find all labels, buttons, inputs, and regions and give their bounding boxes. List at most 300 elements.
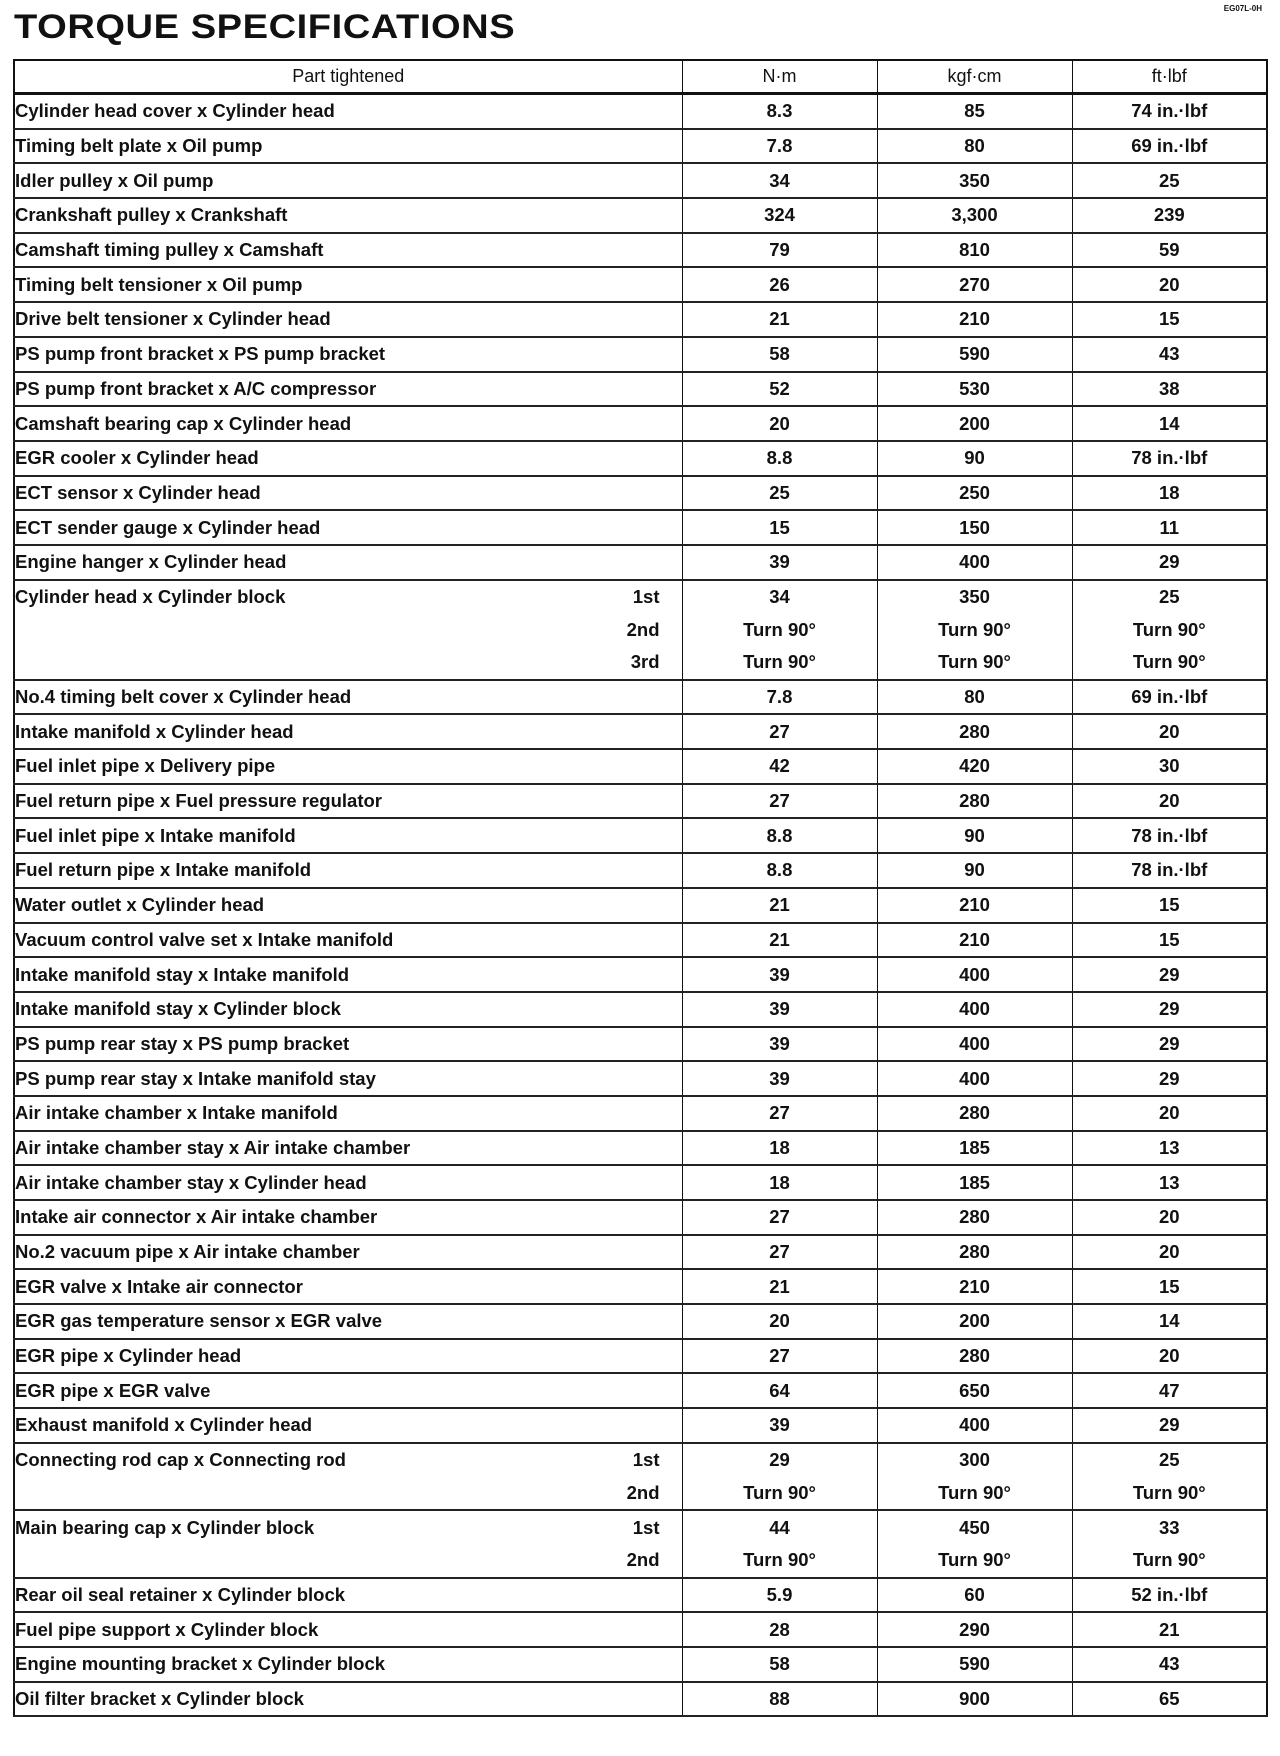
spec-item bbox=[14, 267, 1267, 302]
spec-item bbox=[14, 1510, 1267, 1577]
part-cell bbox=[14, 441, 682, 476]
spec-item bbox=[14, 1096, 1267, 1131]
part-cell bbox=[14, 1304, 682, 1339]
table-row bbox=[14, 1373, 1267, 1408]
nm-value: 39 bbox=[682, 545, 877, 580]
ftlbf-value: 78 in.·lbf bbox=[1072, 441, 1267, 476]
part-cell bbox=[14, 129, 682, 164]
part-label: Drive belt tensioner x Cylinder head bbox=[15, 308, 331, 330]
table-row bbox=[14, 441, 1267, 476]
spec-item bbox=[14, 1408, 1267, 1443]
kgf-value: 280 bbox=[877, 714, 1072, 749]
nm-value: 21 bbox=[682, 923, 877, 958]
document-code: EG07L-0H bbox=[1223, 4, 1262, 13]
nm-value: Turn 90° bbox=[682, 646, 877, 680]
nm-value: 5.9 bbox=[682, 1578, 877, 1613]
spec-item bbox=[14, 1647, 1267, 1682]
part-label: Cylinder head x Cylinder block bbox=[15, 585, 286, 607]
kgf-value: 650 bbox=[877, 1373, 1072, 1408]
table-row bbox=[14, 476, 1267, 511]
nm-value: 27 bbox=[682, 1235, 877, 1270]
kgf-value: Turn 90° bbox=[877, 646, 1072, 680]
kgf-value: 900 bbox=[877, 1682, 1072, 1717]
spec-item bbox=[14, 302, 1267, 337]
nm-value: 58 bbox=[682, 337, 877, 372]
header-nm: N·m bbox=[682, 60, 877, 94]
nm-value: 20 bbox=[682, 406, 877, 441]
ftlbf-value: 15 bbox=[1072, 923, 1267, 958]
nm-value: 42 bbox=[682, 749, 877, 784]
kgf-value: 185 bbox=[877, 1131, 1072, 1166]
kgf-value: 400 bbox=[877, 1027, 1072, 1062]
part-label: Oil filter bracket x Cylinder block bbox=[15, 1687, 304, 1709]
part-cell bbox=[14, 613, 682, 646]
ftlbf-value: 69 in.·lbf bbox=[1072, 680, 1267, 715]
nm-value: 25 bbox=[682, 476, 877, 511]
nm-value: 15 bbox=[682, 510, 877, 545]
part-label: Intake manifold stay x Cylinder block bbox=[15, 998, 341, 1020]
part-cell bbox=[14, 680, 682, 715]
step-label: 1st bbox=[632, 1516, 660, 1538]
nm-value: Turn 90° bbox=[682, 1477, 877, 1511]
kgf-value: 350 bbox=[877, 163, 1072, 198]
header-ftlbf: ft·lbf bbox=[1072, 60, 1267, 94]
nm-value: 29 bbox=[682, 1443, 877, 1477]
ftlbf-value: 239 bbox=[1072, 198, 1267, 233]
nm-value: 39 bbox=[682, 992, 877, 1027]
nm-value: 21 bbox=[682, 302, 877, 337]
spec-item bbox=[14, 441, 1267, 476]
nm-value: Turn 90° bbox=[682, 613, 877, 646]
spec-item bbox=[14, 198, 1267, 233]
part-cell bbox=[14, 1443, 682, 1477]
part-label: Air intake chamber stay x Cylinder head bbox=[15, 1171, 367, 1193]
ftlbf-value: 15 bbox=[1072, 888, 1267, 923]
nm-value: 20 bbox=[682, 1304, 877, 1339]
step-label: 2nd bbox=[626, 618, 660, 640]
ftlbf-value: 65 bbox=[1072, 1682, 1267, 1717]
nm-value: 21 bbox=[682, 1269, 877, 1304]
part-label: Water outlet x Cylinder head bbox=[15, 894, 265, 916]
kgf-value: 270 bbox=[877, 267, 1072, 302]
kgf-value: 250 bbox=[877, 476, 1072, 511]
kgf-value: 810 bbox=[877, 233, 1072, 268]
part-label: ECT sender gauge x Cylinder head bbox=[15, 516, 321, 538]
spec-item bbox=[14, 406, 1267, 441]
nm-value: 39 bbox=[682, 1061, 877, 1096]
part-cell bbox=[14, 580, 682, 614]
part-label: EGR gas temperature sensor x EGR valve bbox=[15, 1310, 383, 1332]
part-cell bbox=[14, 1061, 682, 1096]
table-row bbox=[14, 163, 1267, 198]
ftlbf-value: 43 bbox=[1072, 337, 1267, 372]
part-label: Rear oil seal retainer x Cylinder block bbox=[15, 1583, 346, 1605]
ftlbf-value: 29 bbox=[1072, 1027, 1267, 1062]
table-row bbox=[14, 372, 1267, 407]
spec-item bbox=[14, 1443, 1267, 1510]
part-cell bbox=[14, 198, 682, 233]
kgf-value: 280 bbox=[877, 1339, 1072, 1374]
table-row bbox=[14, 853, 1267, 888]
table-row bbox=[14, 749, 1267, 784]
part-cell bbox=[14, 1131, 682, 1166]
part-cell bbox=[14, 510, 682, 545]
table-row bbox=[14, 1165, 1267, 1200]
ftlbf-value: 69 in.·lbf bbox=[1072, 129, 1267, 164]
spec-item bbox=[14, 580, 1267, 680]
part-cell bbox=[14, 302, 682, 337]
ftlbf-value: 25 bbox=[1072, 580, 1267, 614]
part-cell bbox=[14, 372, 682, 407]
table-row bbox=[14, 129, 1267, 164]
table-row bbox=[14, 1682, 1267, 1717]
part-label: Idler pulley x Oil pump bbox=[15, 169, 214, 191]
spec-item bbox=[14, 1235, 1267, 1270]
part-label: EGR valve x Intake air connector bbox=[15, 1275, 303, 1297]
part-cell bbox=[14, 1200, 682, 1235]
kgf-value: 280 bbox=[877, 1096, 1072, 1131]
part-cell bbox=[14, 1235, 682, 1270]
table-row bbox=[14, 784, 1267, 819]
part-cell bbox=[14, 476, 682, 511]
part-label: Camshaft bearing cap x Cylinder head bbox=[15, 412, 352, 434]
spec-item bbox=[14, 129, 1267, 164]
part-cell bbox=[14, 646, 682, 680]
part-label: Intake air connector x Air intake chamber bbox=[15, 1206, 378, 1228]
kgf-value: 210 bbox=[877, 923, 1072, 958]
spec-item bbox=[14, 1027, 1267, 1062]
table-row bbox=[14, 646, 1267, 680]
ftlbf-value: 20 bbox=[1072, 1096, 1267, 1131]
nm-value: 52 bbox=[682, 372, 877, 407]
nm-value: 27 bbox=[682, 714, 877, 749]
part-label: Main bearing cap x Cylinder block bbox=[15, 1516, 315, 1538]
kgf-value: 200 bbox=[877, 406, 1072, 441]
part-label: Exhaust manifold x Cylinder head bbox=[15, 1414, 313, 1436]
page-title: TORQUE SPECIFICATIONS bbox=[14, 8, 516, 46]
table-header bbox=[14, 60, 1267, 94]
nm-value: 39 bbox=[682, 957, 877, 992]
kgf-value: 185 bbox=[877, 1165, 1072, 1200]
part-label: Intake manifold x Cylinder head bbox=[15, 720, 294, 742]
kgf-value: 3,300 bbox=[877, 198, 1072, 233]
spec-item bbox=[14, 163, 1267, 198]
ftlbf-value: 30 bbox=[1072, 749, 1267, 784]
part-cell bbox=[14, 749, 682, 784]
ftlbf-value: Turn 90° bbox=[1072, 1477, 1267, 1511]
part-cell bbox=[14, 545, 682, 580]
ftlbf-value: 21 bbox=[1072, 1612, 1267, 1647]
table-row bbox=[14, 1443, 1267, 1477]
ftlbf-value: 20 bbox=[1072, 267, 1267, 302]
nm-value: 88 bbox=[682, 1682, 877, 1717]
spec-item bbox=[14, 1165, 1267, 1200]
ftlbf-value: 15 bbox=[1072, 1269, 1267, 1304]
spec-item bbox=[14, 1339, 1267, 1374]
table-row bbox=[14, 1510, 1267, 1544]
ftlbf-value: 47 bbox=[1072, 1373, 1267, 1408]
spec-item bbox=[14, 1304, 1267, 1339]
ftlbf-value: 78 in.·lbf bbox=[1072, 853, 1267, 888]
nm-value: 27 bbox=[682, 784, 877, 819]
ftlbf-value: 38 bbox=[1072, 372, 1267, 407]
part-cell bbox=[14, 1544, 682, 1578]
kgf-value: Turn 90° bbox=[877, 1544, 1072, 1578]
ftlbf-value: 25 bbox=[1072, 1443, 1267, 1477]
nm-value: 28 bbox=[682, 1612, 877, 1647]
kgf-value: 590 bbox=[877, 1647, 1072, 1682]
part-label: PS pump front bracket x A/C compressor bbox=[15, 377, 377, 399]
part-cell bbox=[14, 888, 682, 923]
part-cell bbox=[14, 267, 682, 302]
table-row bbox=[14, 1131, 1267, 1166]
nm-value: 27 bbox=[682, 1096, 877, 1131]
nm-value: 39 bbox=[682, 1027, 877, 1062]
kgf-value: 400 bbox=[877, 957, 1072, 992]
ftlbf-value: 20 bbox=[1072, 1235, 1267, 1270]
part-label: Camshaft timing pulley x Camshaft bbox=[15, 239, 324, 261]
ftlbf-value: 33 bbox=[1072, 1510, 1267, 1544]
ftlbf-value: 14 bbox=[1072, 406, 1267, 441]
table-row bbox=[14, 923, 1267, 958]
table-row bbox=[14, 580, 1267, 614]
ftlbf-value: 78 in.·lbf bbox=[1072, 818, 1267, 853]
spec-item bbox=[14, 1578, 1267, 1613]
table-row bbox=[14, 1408, 1267, 1443]
kgf-value: 400 bbox=[877, 545, 1072, 580]
torque-table bbox=[13, 59, 1268, 1717]
step-label: 2nd bbox=[626, 1481, 660, 1503]
nm-value: 27 bbox=[682, 1200, 877, 1235]
part-cell bbox=[14, 714, 682, 749]
spec-item bbox=[14, 1373, 1267, 1408]
kgf-value: 90 bbox=[877, 853, 1072, 888]
ftlbf-value: 13 bbox=[1072, 1131, 1267, 1166]
ftlbf-value: 29 bbox=[1072, 957, 1267, 992]
part-cell bbox=[14, 163, 682, 198]
spec-item bbox=[14, 888, 1267, 923]
kgf-value: Turn 90° bbox=[877, 1477, 1072, 1511]
part-label: Timing belt tensioner x Oil pump bbox=[15, 273, 303, 295]
part-label: PS pump rear stay x Intake manifold stay bbox=[15, 1067, 376, 1089]
table-row bbox=[14, 233, 1267, 268]
spec-item bbox=[14, 1682, 1267, 1717]
spec-item bbox=[14, 784, 1267, 819]
spec-item bbox=[14, 337, 1267, 372]
ftlbf-value: 13 bbox=[1072, 1165, 1267, 1200]
part-label: No.2 vacuum pipe x Air intake chamber bbox=[15, 1241, 360, 1263]
kgf-value: 210 bbox=[877, 888, 1072, 923]
spec-item bbox=[14, 1200, 1267, 1235]
table-row bbox=[14, 302, 1267, 337]
table-row bbox=[14, 1477, 1267, 1511]
part-cell bbox=[14, 992, 682, 1027]
nm-value: 34 bbox=[682, 580, 877, 614]
part-cell bbox=[14, 1647, 682, 1682]
spec-item bbox=[14, 372, 1267, 407]
part-cell bbox=[14, 406, 682, 441]
ftlbf-value: 11 bbox=[1072, 510, 1267, 545]
table-row bbox=[14, 1027, 1267, 1062]
kgf-value: 400 bbox=[877, 992, 1072, 1027]
kgf-value: 300 bbox=[877, 1443, 1072, 1477]
part-label: EGR pipe x Cylinder head bbox=[15, 1345, 242, 1367]
part-cell bbox=[14, 1477, 682, 1511]
part-cell bbox=[14, 1269, 682, 1304]
step-label: 1st bbox=[632, 585, 660, 607]
ftlbf-value: 74 in.·lbf bbox=[1072, 94, 1267, 129]
table-row bbox=[14, 1200, 1267, 1235]
part-cell bbox=[14, 1408, 682, 1443]
part-label: EGR cooler x Cylinder head bbox=[15, 447, 259, 469]
part-label: Connecting rod cap x Connecting rod bbox=[15, 1449, 346, 1471]
header-part: Part tightened bbox=[14, 60, 682, 94]
table-row bbox=[14, 1578, 1267, 1613]
ftlbf-value: 25 bbox=[1072, 163, 1267, 198]
kgf-value: 280 bbox=[877, 784, 1072, 819]
kgf-value: 90 bbox=[877, 818, 1072, 853]
part-label: PS pump rear stay x PS pump bracket bbox=[15, 1032, 350, 1054]
nm-value: 8.8 bbox=[682, 441, 877, 476]
kgf-value: 210 bbox=[877, 1269, 1072, 1304]
table-row bbox=[14, 1304, 1267, 1339]
kgf-value: 400 bbox=[877, 1061, 1072, 1096]
spec-item bbox=[14, 1612, 1267, 1647]
spec-item bbox=[14, 94, 1267, 129]
kgf-value: 450 bbox=[877, 1510, 1072, 1544]
table-row bbox=[14, 1647, 1267, 1682]
kgf-value: 80 bbox=[877, 129, 1072, 164]
part-label: ECT sensor x Cylinder head bbox=[15, 481, 261, 503]
table-row bbox=[14, 680, 1267, 715]
part-cell bbox=[14, 853, 682, 888]
nm-value: 26 bbox=[682, 267, 877, 302]
part-cell bbox=[14, 1373, 682, 1408]
nm-value: 64 bbox=[682, 1373, 877, 1408]
kgf-value: 420 bbox=[877, 749, 1072, 784]
part-cell bbox=[14, 957, 682, 992]
kgf-value: 400 bbox=[877, 1408, 1072, 1443]
table-row bbox=[14, 1061, 1267, 1096]
table-row bbox=[14, 510, 1267, 545]
part-cell bbox=[14, 1682, 682, 1717]
part-cell bbox=[14, 1612, 682, 1647]
table-row bbox=[14, 957, 1267, 992]
table-row bbox=[14, 888, 1267, 923]
part-label: EGR pipe x EGR valve bbox=[15, 1379, 211, 1401]
kgf-value: 530 bbox=[877, 372, 1072, 407]
ftlbf-value: 52 in.·lbf bbox=[1072, 1578, 1267, 1613]
table-row bbox=[14, 198, 1267, 233]
part-label: Fuel return pipe x Intake manifold bbox=[15, 859, 312, 881]
part-label: Fuel return pipe x Fuel pressure regulator bbox=[15, 790, 383, 812]
part-cell bbox=[14, 818, 682, 853]
table-row bbox=[14, 1339, 1267, 1374]
part-cell bbox=[14, 337, 682, 372]
ftlbf-value: 20 bbox=[1072, 784, 1267, 819]
kgf-value: 150 bbox=[877, 510, 1072, 545]
part-label: PS pump front bracket x PS pump bracket bbox=[15, 343, 386, 365]
table-row bbox=[14, 337, 1267, 372]
table-row bbox=[14, 1096, 1267, 1131]
nm-value: 18 bbox=[682, 1165, 877, 1200]
spec-item bbox=[14, 923, 1267, 958]
spec-item bbox=[14, 992, 1267, 1027]
spec-item bbox=[14, 749, 1267, 784]
kgf-value: 590 bbox=[877, 337, 1072, 372]
ftlbf-value: 29 bbox=[1072, 992, 1267, 1027]
part-cell bbox=[14, 1096, 682, 1131]
nm-value: 8.3 bbox=[682, 94, 877, 129]
table-row bbox=[14, 1269, 1267, 1304]
kgf-value: Turn 90° bbox=[877, 613, 1072, 646]
nm-value: Turn 90° bbox=[682, 1544, 877, 1578]
nm-value: 21 bbox=[682, 888, 877, 923]
ftlbf-value: Turn 90° bbox=[1072, 1544, 1267, 1578]
kgf-value: 350 bbox=[877, 580, 1072, 614]
table-row bbox=[14, 545, 1267, 580]
spec-item bbox=[14, 714, 1267, 749]
part-cell bbox=[14, 1339, 682, 1374]
part-label: Intake manifold stay x Intake manifold bbox=[15, 963, 350, 985]
nm-value: 44 bbox=[682, 1510, 877, 1544]
ftlbf-value: 14 bbox=[1072, 1304, 1267, 1339]
kgf-value: 210 bbox=[877, 302, 1072, 337]
nm-value: 18 bbox=[682, 1131, 877, 1166]
table-row bbox=[14, 1612, 1267, 1647]
table-row bbox=[14, 714, 1267, 749]
spec-item bbox=[14, 957, 1267, 992]
spec-item bbox=[14, 1269, 1267, 1304]
kgf-value: 85 bbox=[877, 94, 1072, 129]
nm-value: 34 bbox=[682, 163, 877, 198]
header-kgf: kgf·cm bbox=[877, 60, 1072, 94]
table-row bbox=[14, 267, 1267, 302]
part-label: Air intake chamber x Intake manifold bbox=[15, 1102, 338, 1124]
nm-value: 8.8 bbox=[682, 853, 877, 888]
table-row bbox=[14, 1544, 1267, 1578]
nm-value: 7.8 bbox=[682, 680, 877, 715]
table-row bbox=[14, 992, 1267, 1027]
spec-item bbox=[14, 545, 1267, 580]
ftlbf-value: 59 bbox=[1072, 233, 1267, 268]
ftlbf-value: Turn 90° bbox=[1072, 613, 1267, 646]
part-cell bbox=[14, 1165, 682, 1200]
spec-item bbox=[14, 818, 1267, 853]
part-label: Vacuum control valve set x Intake manifold bbox=[15, 928, 394, 950]
nm-value: 7.8 bbox=[682, 129, 877, 164]
part-cell bbox=[14, 94, 682, 129]
part-label: Crankshaft pulley x Crankshaft bbox=[15, 204, 288, 226]
table-row bbox=[14, 613, 1267, 646]
part-cell bbox=[14, 1510, 682, 1544]
kgf-value: 280 bbox=[877, 1200, 1072, 1235]
part-cell bbox=[14, 923, 682, 958]
part-cell bbox=[14, 784, 682, 819]
ftlbf-value: 29 bbox=[1072, 545, 1267, 580]
spec-item bbox=[14, 1061, 1267, 1096]
spec-item bbox=[14, 476, 1267, 511]
table-row bbox=[14, 406, 1267, 441]
ftlbf-value: 18 bbox=[1072, 476, 1267, 511]
ftlbf-value: Turn 90° bbox=[1072, 646, 1267, 680]
part-label: Engine mounting bracket x Cylinder block bbox=[15, 1653, 386, 1675]
table-row bbox=[14, 94, 1267, 129]
nm-value: 8.8 bbox=[682, 818, 877, 853]
nm-value: 79 bbox=[682, 233, 877, 268]
ftlbf-value: 29 bbox=[1072, 1408, 1267, 1443]
part-label: No.4 timing belt cover x Cylinder head bbox=[15, 686, 352, 708]
